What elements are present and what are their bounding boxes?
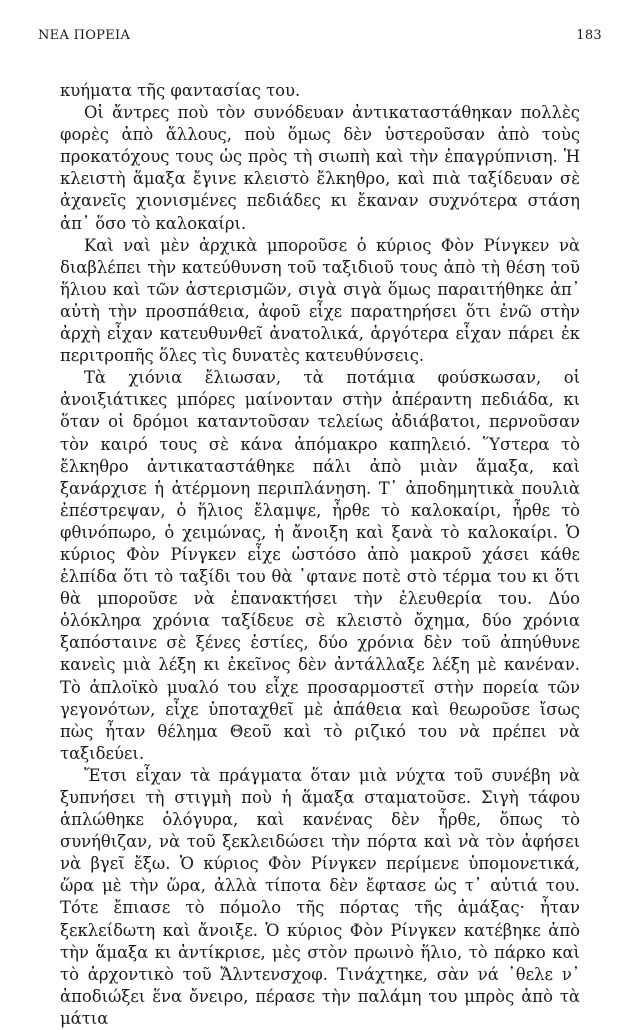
paragraph: Τὰ χιόνια ἔλιωσαν, τὰ ποτάμια φούσκωσαν, οἱ ἀνοιξιάτικες μπόρες μαίνονταν στὴν ἀπέραντη πεδιάδα, κι ὅταν οἱ δρόμοι καταντοῦσαν τελείως ἀδιάβατοι, περνοῦσαν τὸν καιρό τους σὲ κάνα ἀπόμακρο καπηλειό. Ὕστερα τὸ ἔλκηθρο ἀντικαταστάθηκε πάλι ἀπὸ μιὰν ἅμαξα, καὶ ξανάρχισε ἡ ἀτέρμονη περιπλάνηση. Τ᾿ ἀποδημητικὰ πουλιὰ ἐπέστρεψαν, ὁ ἥλιος ἔλαμψε, ἦρθε τὸ καλοκαίρι, ἦρθε τὸ φθινόπωρο, ὁ χειμώνας, ἡ ἄνοιξη καὶ ξανὰ τὸ καλοκαίρι. Ὁ κύριος Φὸν Ρίνγκεν εἶχε ὡστόσο ἀπὸ μακροῦ χάσει κάθε ἐλπίδα ὅτι τὸ ταξίδι του θὰ ᾿φτανε ποτὲ στὸ τέρμα του κι ὅτι θὰ μποροῦσε νὰ ἐπανακτήσει τὴν ἐλευθερία του. Δύο ὁλόκληρα χρόνια ταξίδευε σὲ κλειστὸ ὄχημα, δύο χρόνια ξαπόσταινε σὲ ξένες ἑστίες, δύο χρόνια δὲν τοῦ ἀπηύθυνε κανεὶς μιὰ λέξη κι ἐκεῖνος δὲν ἀντάλλαξε λέξη μὲ κανέναν. Τὸ ἁπλοϊκὸ μυαλό του εἶχε προσαρμοστεῖ στὴν πορεία τῶν γεγονότων, εἶχε ὑποταχθεῖ μὲ ἀπάθεια καὶ θεωροῦσε ἴσως πὼς ἦταν θέλημα Θεοῦ καὶ τὸ ριζικό του νὰ πρέπει νὰ ταξιδεύει. xyxy=(60,368,580,763)
paragraph: Καὶ ναὶ μὲν ἀρχικὰ μποροῦσε ὁ κύριος Φὸν Ρίνγκεν νὰ διαβλέπει τὴν κατεύθυνση τοῦ ταξιδιοῦ τους ἀπὸ τὴ θέση τοῦ ἥλιου καὶ τῶν ἀστερισμῶν, σιγὰ σιγὰ ὅμως παραιτήθηκε ἀπ᾿ αὐτὴ τὴν προσπάθεια, ἀφοῦ εἶχε παρατηρήσει ὅτι ἐνῶ στὴν ἀρχὴ εἶχαν κατευθυνθεῖ ἀνατολικά, ἀργότερα εἶχαν πάρει ἐκ περιτροπῆς ὅλες τὶς δυνατὲς κατευθύνσεις. xyxy=(60,235,580,366)
running-head xyxy=(38,28,602,48)
paragraph: Ἔτσι εἶχαν τὰ πράγματα ὅταν μιὰ νύχτα τοῦ συνέβη νὰ ξυπνήσει τὴ στιγμὴ ποὺ ἡ ἅμαξα σταματοῦσε. Σιγὴ τάφου ἁπλώθηκε ὁλόγυρα, καὶ κανένας δὲν ἦρθε, ὅπως τὸ συνήθιζαν, νὰ τοῦ ξεκλειδώσει τὴν πόρτα καὶ νὰ τὸν ἀφήσει νὰ βγεῖ ἔξω. Ὁ κύριος Φὸν Ρίνγκεν περίμενε ὑπομονετικά, ὥρα μὲ τὴν ὥρα, ἀλλὰ τίποτα δὲν ἔφτασε ὡς τ᾿ αὐτιά του. Τότε ἔπιασε τὸ πόμολο τῆς πόρτας τῆς ἁμάξας· ἦταν ξεκλείδωτη καὶ ἄνοιξε. Ὁ κύριος Φὸν Ρίνγκεν κατέβηκε ἀπὸ τὴν ἅμαξα κι ἀντίκρισε, μὲς στὸν πρωινὸ ἥλιο, τὸ πάρκο καὶ τὸ ἀρχοντικὸ τοῦ Ἄλντενσχοφ. Τινάχτηκε, σὰν νά ᾿θελε ν᾿ ἀποδιώξει ἕνα ὄνειρο, πέρασε τὴν παλάμη του μπρὸς ἀπὸ τὰ μάτια xyxy=(60,765,580,1028)
body-text xyxy=(60,80,580,1030)
page-number: 183 xyxy=(576,28,602,43)
running-title: ΝΕΑ ΠΟΡΕΙΑ xyxy=(38,28,131,43)
paragraph: Οἱ ἄντρες ποὺ τὸν συνόδευαν ἀντικαταστάθηκαν πολλὲς φορὲς ἀπὸ ἄλλους, ποὺ ὅμως δὲν ὑστεροῦσαν ἀπὸ τοὺς προκατόχους τους ὡς πρὸς τὴ σιωπὴ καὶ τὴν ἐπαγρύπνιση. Ἡ κλειστὴ ἅμαξα ἔγινε κλειστὸ ἔλκηθρο, καὶ πιὰ ταξίδευαν σὲ ἀχανεῖς χιονισμένες πεδιάδες κι ἔκαναν συχνότερα στάση ἀπ᾿ ὅσο τὸ καλοκαίρι. xyxy=(60,103,580,233)
paragraph-continuation: κυήματα τῆς φαντασίας του. xyxy=(60,81,301,100)
